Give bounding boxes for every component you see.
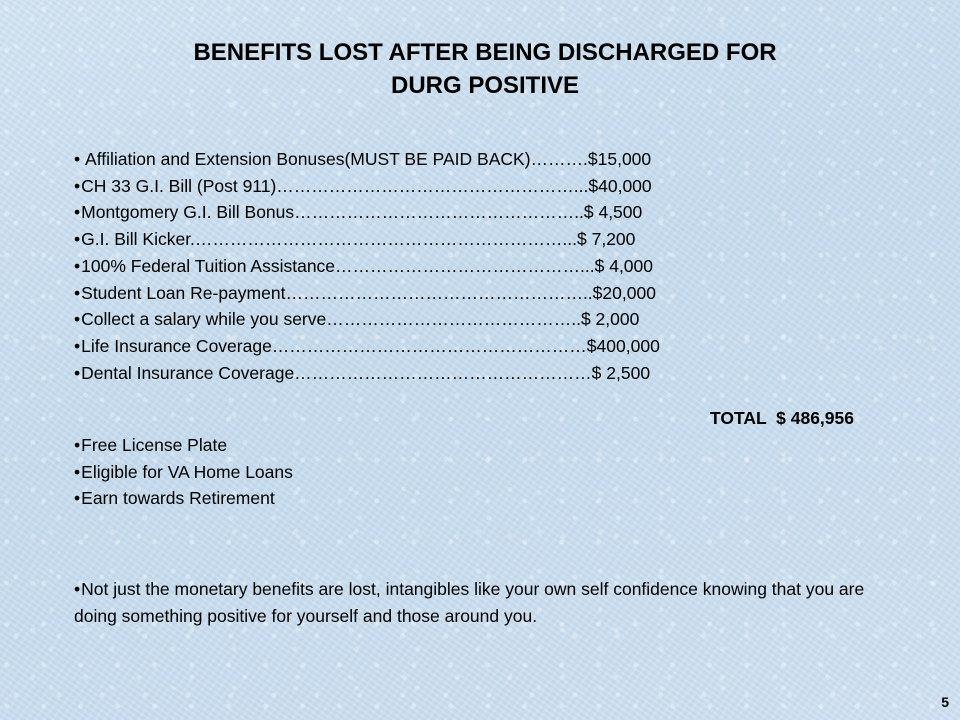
benefit-text: Earn towards Retirement (81, 488, 275, 509)
list-item (74, 432, 293, 459)
total-amount: TOTAL $ 486,956 (710, 408, 854, 428)
benefit-text: G.I. Bill Kicker.………………………………………………………...$ 7,200 (81, 229, 636, 250)
bullet-icon: • (74, 309, 81, 330)
other-benefits-list (74, 432, 293, 512)
benefit-text: Montgomery G.I. Bill Bonus…………………………………………..$ 4,500 (81, 202, 643, 223)
benefit-text: Free License Plate (81, 435, 228, 455)
list-item (74, 199, 884, 226)
benefits-list (74, 146, 884, 386)
benefit-text: CH 33 G.I. Bill (Post 911)……………………………………………...$40,000 (81, 175, 652, 196)
list-item (74, 226, 884, 253)
bullet-icon: • (74, 149, 81, 169)
bullet-icon: • (74, 579, 81, 599)
benefit-text: Collect a salary while you serve……………………………………..$ 2,000 (81, 309, 640, 330)
list-item (74, 459, 293, 486)
list-item (74, 173, 884, 200)
bullet-icon: • (74, 461, 81, 482)
slide-title (60, 36, 910, 102)
benefit-text: Eligible for VA Home Loans (81, 461, 293, 482)
bullet-icon: • (74, 175, 81, 196)
title-line-1: BENEFITS LOST AFTER BEING DISCHARGED FOR (193, 39, 777, 66)
bullet-icon: • (74, 202, 81, 223)
list-item (74, 146, 884, 173)
list-item (74, 306, 884, 333)
benefit-text: Affiliation and Extension Bonuses(MUST BE PAID BACK)……….$15,000 (81, 149, 652, 169)
benefit-text: 100% Federal Tuition Assistance……………………………………...$ 4,000 (81, 255, 654, 276)
closing-text: Not just the monetary benefits are lost, intangibles like your own self confidence knowing that you are doing something positive for yourself and those around you. (74, 579, 865, 626)
benefit-text: Student Loan Re-payment……………………………………………..$20,000 (81, 282, 656, 303)
bullet-icon: • (74, 282, 81, 303)
list-item (74, 253, 884, 280)
bullet-icon: • (74, 335, 81, 356)
bullet-icon: • (74, 255, 81, 276)
bullet-icon: • (74, 229, 81, 250)
bullet-icon: • (74, 362, 81, 383)
closing-paragraph (74, 576, 874, 629)
list-item (74, 333, 884, 360)
benefit-text: Life Insurance Coverage………………………………………………$400,000 (81, 335, 660, 356)
list-item (74, 360, 884, 387)
list-item (74, 280, 884, 307)
list-item (74, 485, 293, 512)
bullet-icon: • (74, 488, 81, 509)
bullet-icon: • (74, 435, 81, 455)
page-number: 5 (941, 694, 949, 710)
benefit-text: Dental Insurance Coverage……………………………………………$ 2,500 (81, 362, 651, 383)
title-line-2: DURG POSITIVE (390, 72, 580, 99)
